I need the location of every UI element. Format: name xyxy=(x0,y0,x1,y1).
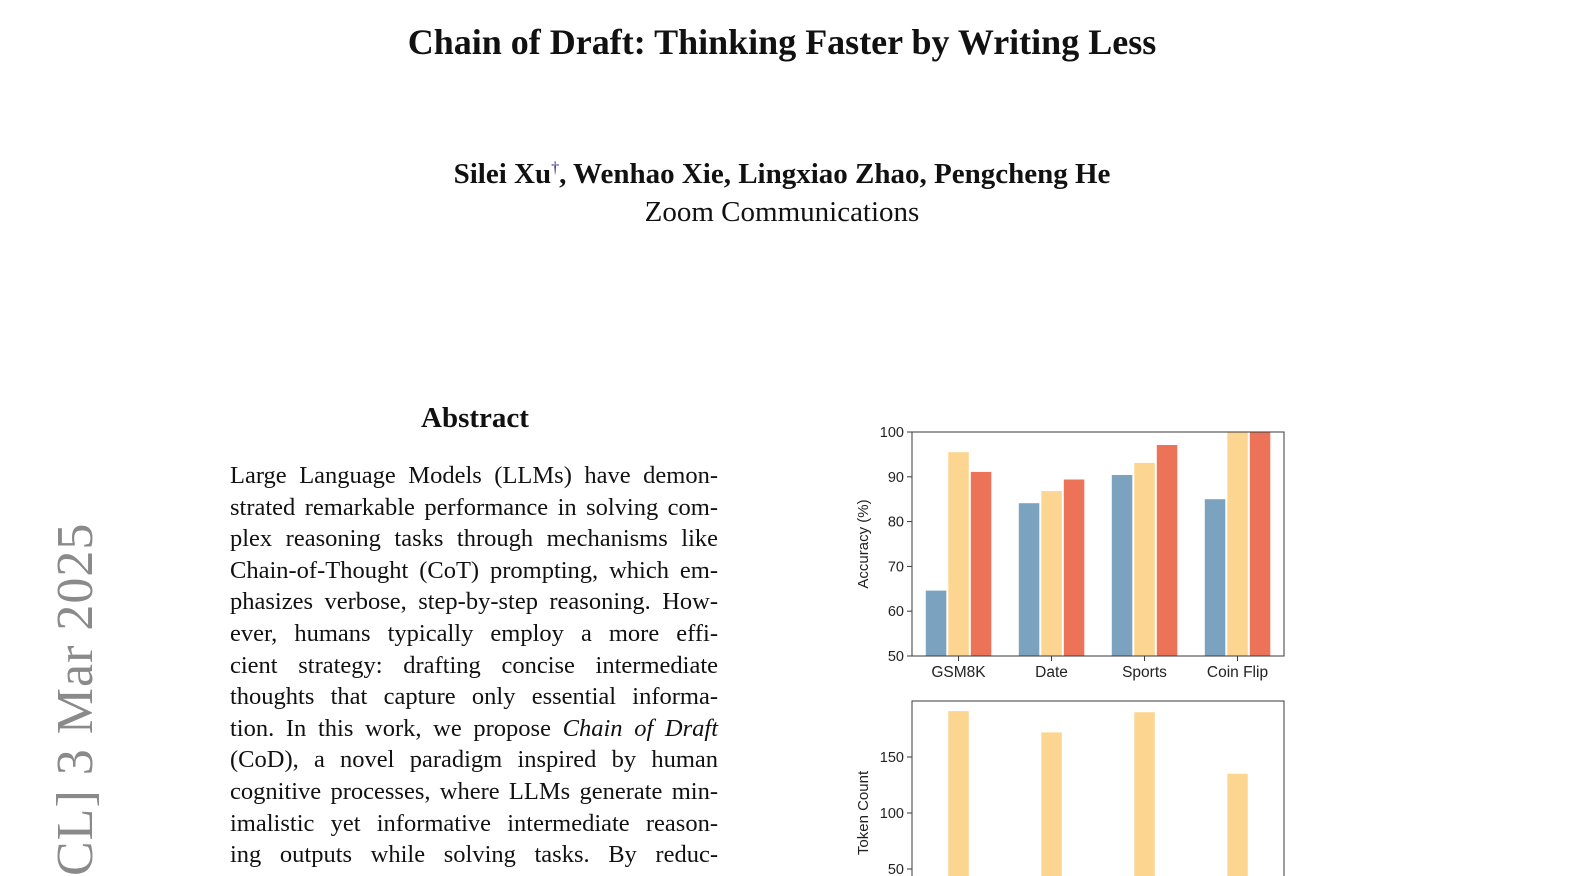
chart1-bar-sports-s2 xyxy=(1134,463,1155,656)
chart2-ytick-label: 150 xyxy=(879,750,904,766)
abstract-line: ever, humans typically employ a more effi- xyxy=(230,619,718,647)
chart1-ylabel: Accuracy (%) xyxy=(855,499,872,589)
figure-accuracy-token-charts xyxy=(840,418,1300,876)
abstract-line: ing outputs while solving tasks. By reduc- xyxy=(230,841,718,869)
chart1-bar-sports-s1 xyxy=(1112,475,1133,656)
other-authors: , Wenhao Xie, Lingxiao Zhao, Pengcheng He xyxy=(559,158,1111,190)
abstract-heading: Abstract xyxy=(421,402,529,434)
affiliation: Zoom Communications xyxy=(644,196,920,228)
chart2-ytick-label: 50 xyxy=(887,862,904,876)
abstract-line: phasizes verbose, step-by-step reasoning. How- xyxy=(230,588,718,616)
abstract-line: cognitive processes, where LLMs generate min- xyxy=(230,777,718,805)
arxiv-identifier-stamp: CL] 3 Mar 2025 xyxy=(47,522,104,876)
first-author: Silei Xu xyxy=(453,158,552,190)
chart1-bar-gsm8k-s3 xyxy=(971,472,992,656)
chart2-ytick-label: 100 xyxy=(879,806,904,822)
chart1-bar-gsm8k-s2 xyxy=(948,452,969,656)
corresponding-author-mark[interactable]: † xyxy=(551,159,560,177)
chart1-bar-coin-flip-s1 xyxy=(1205,499,1226,656)
abstract-line: (CoD), a novel paradigm inspired by human xyxy=(230,746,718,774)
chart2-ylabel: Token Count xyxy=(855,770,872,856)
chart1-xtick-label: Coin Flip xyxy=(1206,664,1269,681)
chart1-bar-date-s1 xyxy=(1019,503,1040,656)
author-list xyxy=(0,154,1564,194)
chart1-ytick-label: 50 xyxy=(887,649,904,665)
chart2-bar-sports-s2 xyxy=(1134,712,1155,876)
abstract-line: strated remarkable performance in solving com- xyxy=(230,493,718,521)
abstract-line: cient strategy: drafting concise intermediate xyxy=(230,651,718,679)
abstract-line: Chain-of-Thought (CoT) prompting, which em- xyxy=(230,556,718,584)
chart2-bar-date-s2 xyxy=(1041,732,1062,876)
chart1-bar-gsm8k-s1 xyxy=(926,591,947,656)
abstract-line-prefix: tion. In this work, we propose xyxy=(230,714,551,742)
abstract-line: imalistic yet informative intermediate reason- xyxy=(230,809,718,837)
abstract-line: Large Language Models (LLMs) have demon- xyxy=(230,462,718,489)
emphasis-chain-of-draft: Chain of Draft xyxy=(562,714,719,742)
abstract-line-with-emphasis xyxy=(230,713,718,745)
abstract-body xyxy=(230,460,718,871)
chart1-bar-coin-flip-s2 xyxy=(1227,432,1248,656)
abstract-line: plex reasoning tasks through mechanisms like xyxy=(230,525,718,553)
abstract-line: thoughts that capture only essential informa- xyxy=(230,683,718,711)
chart1-bar-date-s2 xyxy=(1041,491,1062,656)
chart1-ytick-label: 90 xyxy=(887,469,904,486)
chart2-bar-gsm8k-s2 xyxy=(948,711,969,876)
chart1-bar-coin-flip-s3 xyxy=(1250,432,1271,656)
chart1-bar-sports-s3 xyxy=(1157,445,1178,656)
chart1-xtick-label: Date xyxy=(1035,664,1068,681)
chart1-xtick-label: Sports xyxy=(1122,664,1167,681)
chart1-ytick-label: 60 xyxy=(887,604,904,621)
chart1-ytick-label: 100 xyxy=(879,425,904,441)
chart2-bar-coin-flip-s2 xyxy=(1227,774,1248,876)
chart1-ytick-label: 70 xyxy=(887,559,904,576)
chart1-ytick-label: 80 xyxy=(887,514,904,531)
chart1-xtick-label: GSM8K xyxy=(931,664,986,681)
chart1-bar-date-s3 xyxy=(1064,480,1085,657)
paper-title: Chain of Draft: Thinking Faster by Writing Less xyxy=(407,22,1157,62)
